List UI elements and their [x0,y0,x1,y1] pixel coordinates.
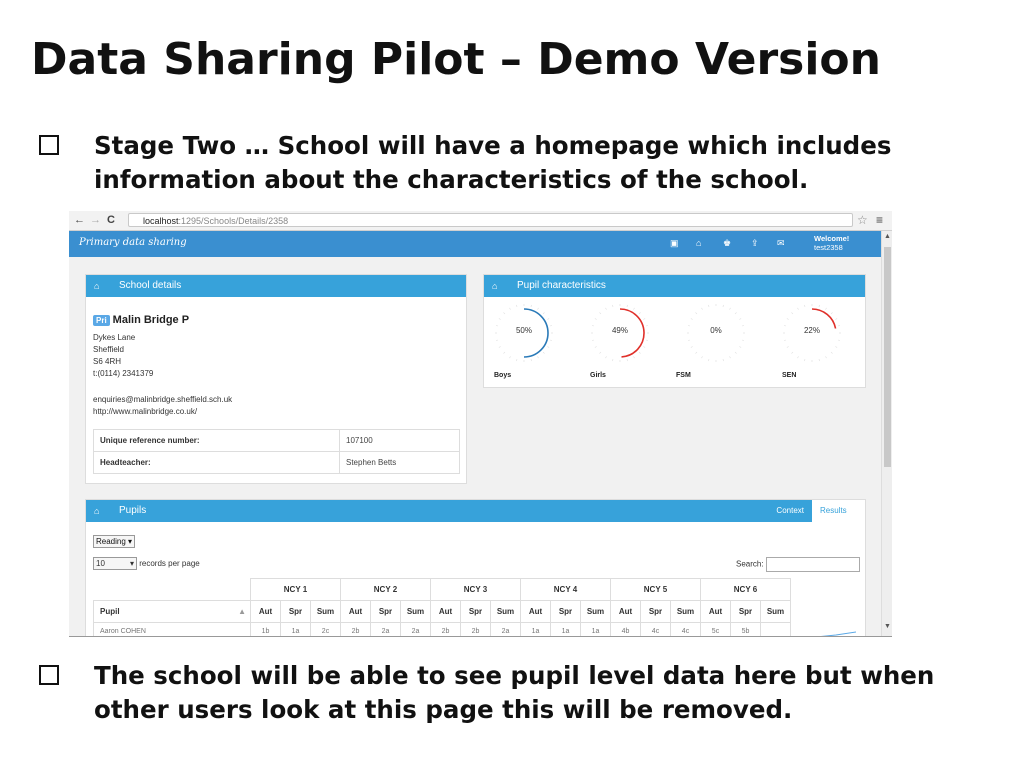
level-cell [761,623,791,638]
term-column-header[interactable]: Sum [311,601,341,623]
level-cell: 2b [461,623,491,638]
school-details-panel [85,274,467,484]
gauge-label: Girls [590,372,606,379]
tab-results[interactable]: Results [812,500,865,522]
urn-value: 107100 [340,430,460,452]
ncy-group-header: NCY 2 [341,579,431,601]
table-row [94,452,460,474]
level-cell: 4b [611,623,641,638]
tab-context[interactable]: Context [776,506,804,515]
school-details-title: School details [119,280,182,291]
school-address [93,332,153,380]
ncy-group-header: NCY 6 [701,579,791,601]
term-column-header[interactable]: Spr [281,601,311,623]
term-column-header[interactable]: Sum [761,601,791,623]
home-icon: ⌂ [492,281,498,291]
gauge-sen [782,303,842,363]
term-column-header[interactable]: Spr [461,601,491,623]
pupil-name: Aaron COHEN [94,623,251,638]
page-scrollbar[interactable] [881,231,892,636]
back-icon[interactable]: ← [74,214,85,226]
phase-badge: Pri [93,315,110,326]
username: test2358 [814,243,843,252]
bullet-text: Stage Two … School will have a homepage which includes information about the characteristics of the school. [94,131,892,194]
reload-icon[interactable]: C [107,214,115,226]
forward-icon[interactable]: → [90,214,101,226]
mail-icon[interactable]: ✉ [777,238,785,248]
term-column-header[interactable]: Aut [611,601,641,623]
term-column-header[interactable]: Sum [491,601,521,623]
per-page-value: 10 [96,559,105,568]
scroll-up-icon[interactable]: ▲ [884,233,891,240]
pupils-table [93,578,791,637]
trend-sparkline [816,630,856,637]
upload-icon[interactable]: ⇪ [751,238,759,248]
url-host: localhost [143,216,179,226]
term-column-header[interactable]: Aut [251,601,281,623]
level-cell: 1b [251,623,281,638]
pupils-header [86,500,865,522]
level-cell: 1a [521,623,551,638]
level-cell: 2a [491,623,521,638]
address-line: Sheffield [93,345,124,354]
gauge-girls [590,303,650,363]
slide-title: Data Sharing Pilot – Demo Version [31,34,881,85]
term-column-header[interactable]: Aut [701,601,731,623]
gauge-boys [494,303,554,363]
level-cell: 5c [701,623,731,638]
gauge-value: 49% [611,326,628,335]
level-cell: 1a [581,623,611,638]
level-cell: 2a [401,623,431,638]
home-icon[interactable]: ⌂ [696,238,702,248]
gauge-value: 22% [803,326,820,335]
term-column-header[interactable]: Aut [431,601,461,623]
term-column-header[interactable]: Sum [671,601,701,623]
checkbox-bullet-icon [39,665,59,685]
term-column-header[interactable]: Spr [731,601,761,623]
home-icon: ⌂ [94,506,100,516]
address-line: Dykes Lane [93,333,136,342]
school-details-table [93,429,460,474]
gauge-value: 0% [710,326,722,335]
level-cell: 5b [731,623,761,638]
gauge-label: FSM [676,372,691,379]
per-page-select[interactable] [93,557,137,570]
app-navbar [69,231,881,257]
school-details-header [86,275,466,297]
urn-label: Unique reference number: [94,430,340,452]
scroll-thumb[interactable] [884,247,891,467]
chevron-down-icon: ▾ [129,559,134,568]
subject-value: Reading [96,537,126,546]
ncy-group-header: NCY 5 [611,579,701,601]
chart-icon[interactable]: ▣ [670,238,679,248]
school-website[interactable]: http://www.malinbridge.co.uk/ [93,407,198,416]
search-area [736,557,860,572]
address-bar[interactable] [128,213,853,227]
gauge-value: 50% [515,326,532,335]
term-column-header[interactable]: Sum [401,601,431,623]
term-column-header[interactable]: Aut [521,601,551,623]
browser-menu-icon[interactable]: ≡ [876,213,884,227]
pupils-title: Pupils [119,505,147,516]
records-per-page [93,557,200,570]
pupil-column-header[interactable] [94,601,251,623]
school-name-text: Malin Bridge P [112,314,190,326]
gauge-fsm [686,303,746,363]
level-cell: 1a [281,623,311,638]
ncy-group-header: NCY 3 [431,579,521,601]
app-brand[interactable]: Primary data sharing [79,237,187,248]
level-cell: 1a [551,623,581,638]
address-line: S6 4RH [93,357,122,366]
subject-select[interactable]: Reading ▾ [93,535,135,548]
table-row [94,430,460,452]
column-header-row [94,601,791,623]
users-icon[interactable]: ♚ [723,238,732,248]
level-cell: 4c [641,623,671,638]
level-cell: 2c [311,623,341,638]
table-row [94,623,791,638]
bookmark-star-icon[interactable]: ☆ [857,213,868,227]
pupil-characteristics-header [484,275,865,297]
user-menu[interactable] [814,234,849,252]
level-cell: 4c [671,623,701,638]
level-cell: 2b [341,623,371,638]
term-column-header[interactable]: Spr [641,601,671,623]
pupil-characteristics-panel [483,274,866,388]
subject-select-row [93,535,135,548]
headteacher-label: Headteacher: [94,452,340,474]
browser-toolbar [69,211,892,231]
bullet-text: The school will be able to see pupil level data here but when other users look at this page this will be removed. [94,661,935,724]
school-email[interactable]: enquiries@malinbridge.sheffield.sch.uk [93,395,233,404]
term-column-header[interactable]: Spr [371,601,401,623]
home-icon: ⌂ [94,281,100,291]
phone-line: t:(0114) 2341379 [93,369,154,378]
browser-screenshot [69,211,892,637]
gauge-label: Boys [494,372,512,379]
school-contact [93,394,232,418]
pupil-col-label: Pupil [100,607,120,616]
pupil-characteristics-title: Pupil characteristics [517,280,606,291]
level-cell: 2a [371,623,401,638]
term-column-header[interactable]: Aut [341,601,371,623]
headteacher-value: Stephen Betts [340,452,460,474]
gauge-label: SEN [782,372,797,379]
term-column-header[interactable]: Spr [551,601,581,623]
scroll-down-icon[interactable]: ▼ [884,623,891,630]
term-column-header[interactable]: Sum [581,601,611,623]
pupils-panel [85,499,866,637]
search-label: Search: [736,559,764,569]
per-page-label: records per page [139,559,200,568]
level-cell: 2b [431,623,461,638]
checkbox-bullet-icon [39,135,59,155]
url-path: :1295/Schools/Details/2358 [178,216,289,226]
ncy-group-header: NCY 1 [251,579,341,601]
group-header-row [94,579,791,601]
welcome-text: Welcome! [814,234,850,243]
ncy-group-header: NCY 4 [521,579,611,601]
school-name [93,314,189,326]
blank-cell [94,579,251,601]
sort-asc-icon: ▲ [238,607,246,616]
search-input[interactable] [766,557,860,572]
